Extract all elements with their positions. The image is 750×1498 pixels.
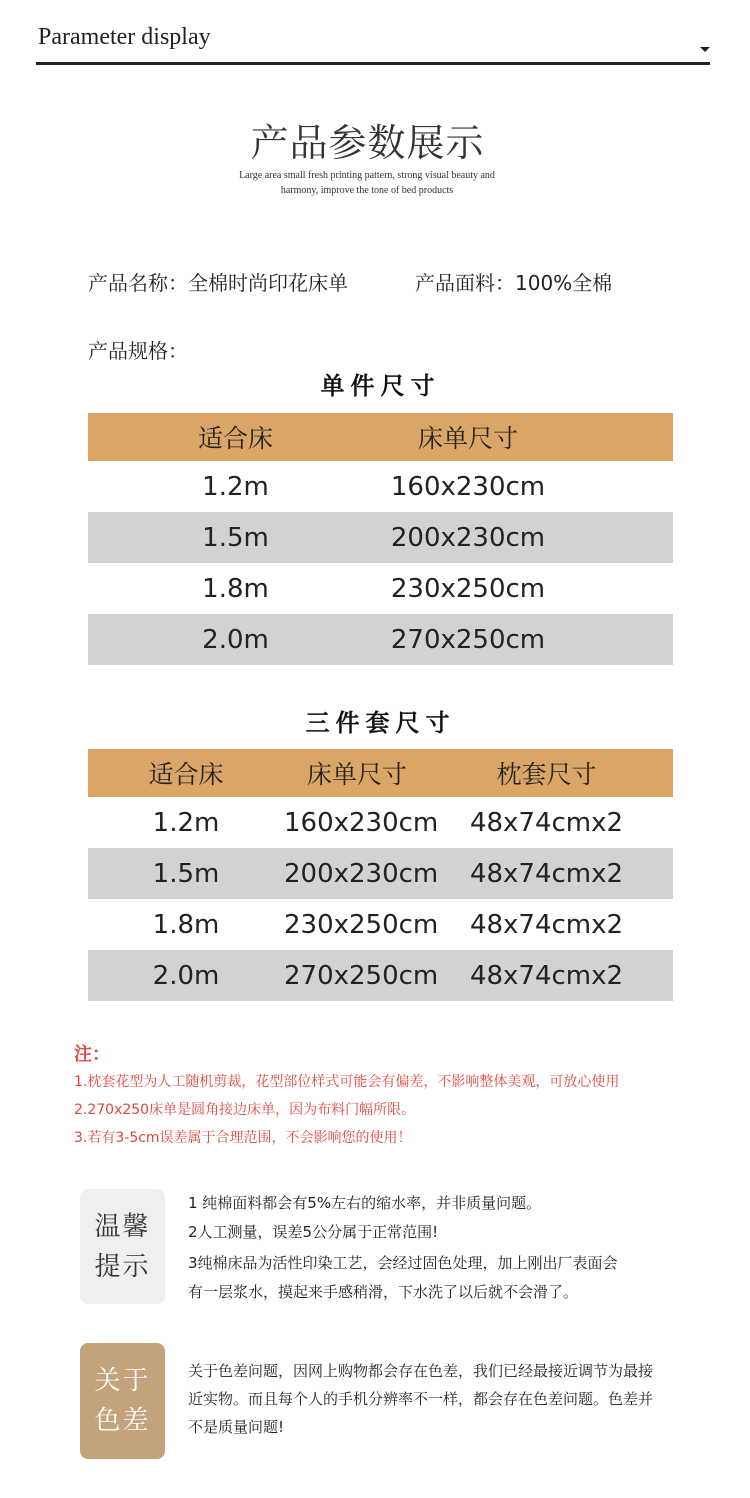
note-line: 2.270x250床单是圆角接边床单，因为布料门幅所限。 bbox=[74, 1102, 416, 1118]
tips-tag-text: 温馨 bbox=[94, 1211, 151, 1242]
table-cell: 48x74cmx2 bbox=[469, 858, 624, 889]
set-table-caption: 三件套尺寸 bbox=[305, 709, 456, 737]
table-cell: 160x230cm bbox=[284, 807, 439, 838]
table-header-row bbox=[88, 413, 673, 461]
color-diff-tag bbox=[80, 1343, 165, 1459]
table-cell: 200x230cm bbox=[390, 522, 546, 553]
note-line: 1.枕套花型为人工随机剪裁，花型部位样式可能会有偏差，不影响整体美观，可放心使用 bbox=[74, 1074, 620, 1090]
table-cell: 270x250cm bbox=[390, 624, 546, 655]
table-row bbox=[88, 563, 673, 614]
product-fabric: 产品面料：100%全棉 bbox=[415, 271, 613, 295]
color-diff-line: 不是质量问题! bbox=[188, 1418, 285, 1436]
table-header-cell: 床单尺寸 bbox=[306, 760, 407, 789]
table-cell: 48x74cmx2 bbox=[469, 960, 624, 991]
subtitle-line: Large area small fresh printing pattern, strong visual beauty and bbox=[239, 170, 495, 181]
table-row bbox=[88, 797, 673, 848]
tips-tag bbox=[80, 1189, 165, 1304]
table-cell: 200x230cm bbox=[284, 858, 439, 889]
product-name: 产品名称：全棉时尚印花床单 bbox=[88, 271, 348, 295]
table-row bbox=[88, 950, 673, 1001]
tip-line: 2人工测量，误差5公分属于正常范围! bbox=[188, 1223, 439, 1241]
table-cell: 1.8m bbox=[152, 909, 220, 940]
table-cell: 2.0m bbox=[202, 624, 269, 655]
table-header-cell: 适合床 bbox=[197, 424, 273, 453]
table-cell: 230x250cm bbox=[390, 573, 546, 604]
table-cell: 1.2m bbox=[202, 471, 269, 502]
table-row bbox=[88, 848, 673, 899]
color-diff-tag-text: 色差 bbox=[94, 1406, 151, 1436]
single-size-table bbox=[88, 413, 673, 665]
tip-line: 有一层浆水，摸起来手感稍滑，下水洗了以后就不会滑了。 bbox=[188, 1283, 579, 1301]
color-diff-tag-text: 关于 bbox=[94, 1366, 151, 1396]
table-cell: 1.2m bbox=[152, 807, 220, 838]
table-cell: 230x250cm bbox=[284, 909, 439, 940]
table-cell: 160x230cm bbox=[390, 471, 546, 502]
note-line: 3.若有3-5cm误差属于合理范围，不会影响您的使用！ bbox=[74, 1130, 412, 1146]
product-spec-label: 产品规格： bbox=[88, 339, 188, 363]
tip-line: 1 纯棉面料都会有5%左右的缩水率，并非质量问题。 bbox=[188, 1194, 542, 1212]
set-size-table bbox=[88, 749, 673, 1001]
table-header-cell: 枕套尺寸 bbox=[496, 760, 597, 789]
page-header-title: Parameter display bbox=[38, 24, 211, 50]
table-cell: 1.8m bbox=[202, 573, 269, 604]
table-header-row bbox=[88, 749, 673, 797]
table-cell: 1.5m bbox=[202, 522, 269, 553]
table-cell: 48x74cmx2 bbox=[469, 807, 624, 838]
color-diff-line: 近实物。而且每个人的手机分辨率不一样，都会存在色差问题。色差并 bbox=[188, 1390, 654, 1408]
table-row bbox=[88, 461, 673, 512]
table-header-cell: 床单尺寸 bbox=[417, 424, 518, 453]
table-cell: 1.5m bbox=[152, 858, 220, 889]
subtitle-line: harmony, improve the tone of bed products bbox=[280, 185, 454, 196]
notes-title: 注： bbox=[74, 1044, 110, 1065]
table-cell: 48x74cmx2 bbox=[469, 909, 624, 940]
table-row bbox=[88, 512, 673, 563]
table-row bbox=[88, 614, 673, 665]
table-cell: 2.0m bbox=[152, 960, 220, 991]
tips-tag-text: 提示 bbox=[94, 1251, 151, 1282]
section-title: 产品参数展示 bbox=[250, 121, 485, 165]
section-subtitle bbox=[217, 168, 517, 198]
dropdown-arrow-icon[interactable] bbox=[700, 47, 710, 52]
table-cell: 270x250cm bbox=[284, 960, 439, 991]
table-header-cell: 适合床 bbox=[148, 760, 224, 789]
color-diff-line: 关于色差问题，因网上购物都会存在色差，我们已经最接近调节为最接 bbox=[188, 1362, 654, 1380]
table-row bbox=[88, 899, 673, 950]
single-table-caption: 单件尺寸 bbox=[320, 372, 441, 400]
header-divider bbox=[36, 62, 710, 65]
tip-line: 3纯棉床品为活性印染工艺，会经过固色处理，加上刚出厂表面会 bbox=[188, 1254, 618, 1272]
